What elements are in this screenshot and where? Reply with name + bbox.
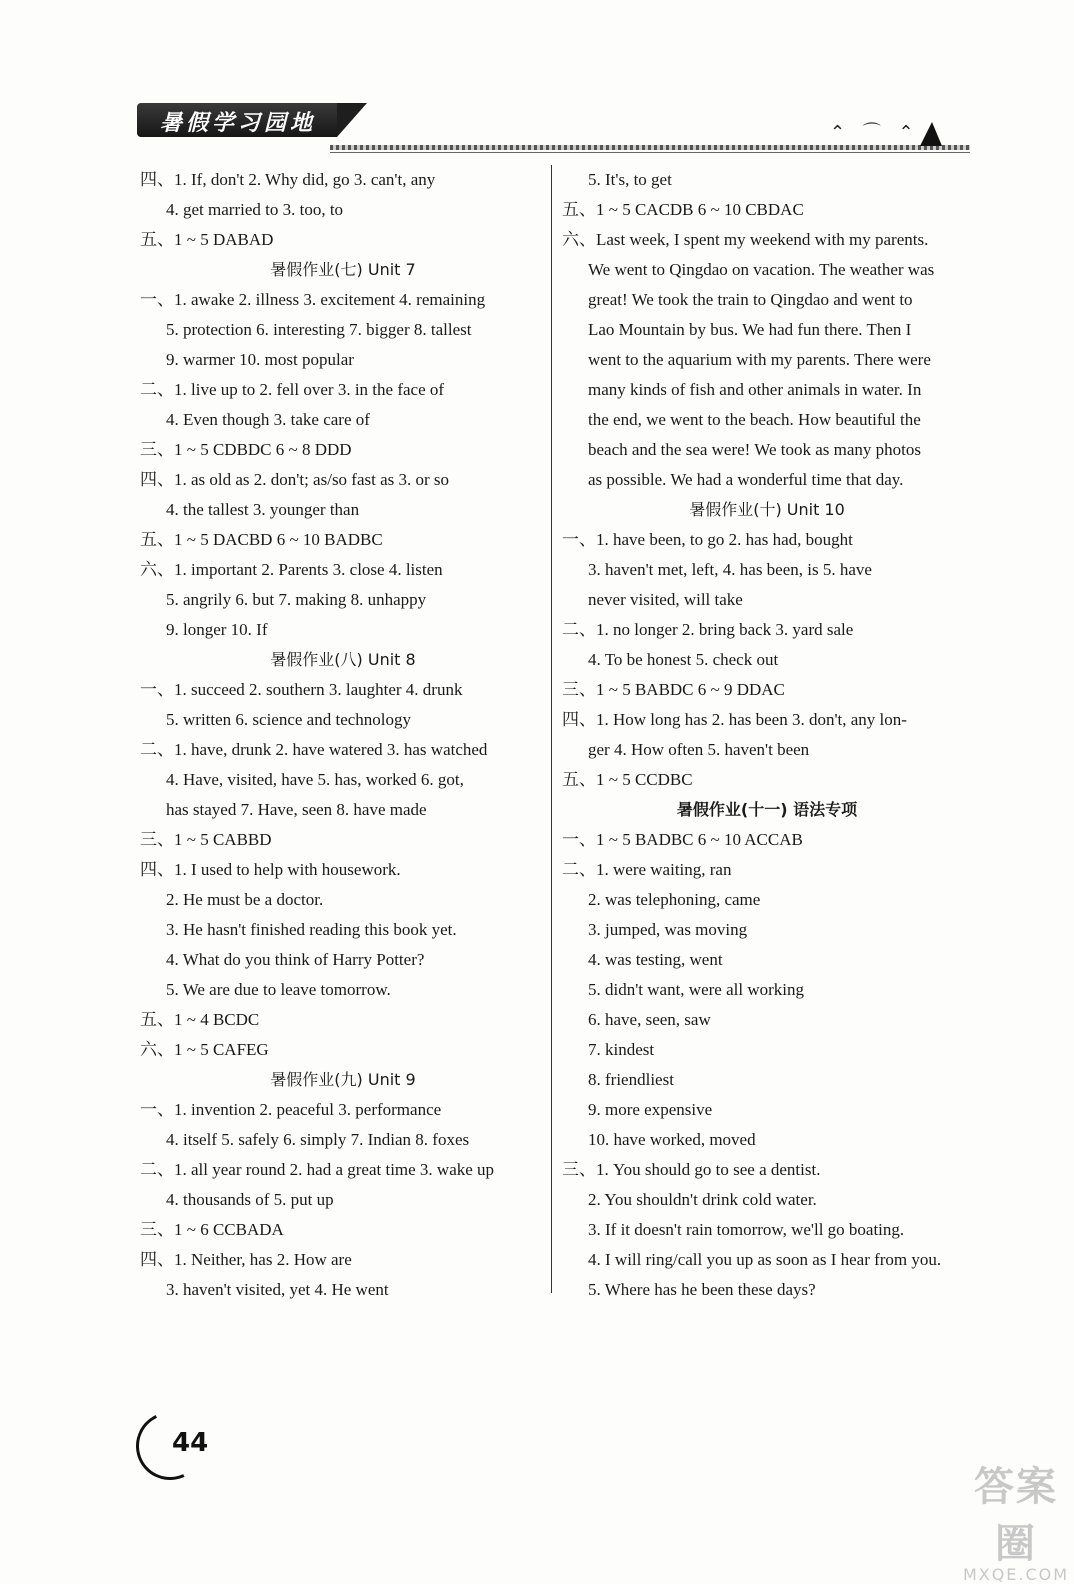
answer-line: 5. didn't want, were all working (588, 980, 804, 999)
answer-line: 2. was telephoning, came (588, 890, 761, 909)
answer-line: 3. He hasn't finished reading this book yet. (166, 920, 457, 939)
answer-line: 六、1. important 2. Parents 3. close 4. listen (140, 560, 443, 579)
answer-line: 4. get married to 3. too, to (166, 200, 344, 219)
answer-line: 三、1 ~ 6 CCBADA (140, 1220, 284, 1239)
page-number: 44 (172, 1428, 209, 1458)
answer-line: 3. jumped, was moving (588, 920, 748, 939)
answer-line: 一、1. succeed 2. southern 3. laughter 4. drunk (140, 680, 463, 699)
section-heading: 暑假作业(九) Unit 9 (270, 1070, 416, 1089)
answer-line: 4. To be honest 5. check out (588, 650, 779, 669)
answer-line: 8. friendliest (588, 1070, 674, 1089)
header-title: 暑假学习园地 (160, 111, 317, 136)
answer-line: 一、1. awake 2. illness 3. excitement 4. remaining (140, 290, 486, 309)
answer-line: Lao Mountain by bus. We had fun there. Then I (588, 320, 912, 339)
answer-line: 6. have, seen, saw (588, 1010, 711, 1029)
answer-line: We went to Qingdao on vacation. The weather was (588, 260, 935, 279)
answer-line: 四、1. Neither, has 2. How are (140, 1250, 352, 1269)
answer-line: 四、1. If, don't 2. Why did, go 3. can't, any (140, 170, 436, 189)
answer-line: 7. kindest (588, 1040, 655, 1059)
answer-line: the end, we went to the beach. How beautiful the (588, 410, 921, 429)
answer-line: 三、1 ~ 5 BABDC 6 ~ 9 DDAC (562, 680, 785, 699)
answer-line: ger 4. How often 5. haven't been (588, 740, 810, 759)
answer-line: beach and the sea were! We took as many photos (588, 440, 922, 459)
column-divider (551, 165, 552, 1293)
answer-line: 5. protection 6. interesting 7. bigger 8. tallest (166, 320, 472, 339)
answer-line: 2. He must be a doctor. (166, 890, 324, 909)
answer-line: 五、1 ~ 5 CACDB 6 ~ 10 CBDAC (562, 200, 804, 219)
answer-line: 5. It's, to get (588, 170, 672, 189)
watermark-line1: 答案圈 (974, 1464, 1058, 1567)
section-heading: 暑假作业(十一) 语法专项 (676, 800, 858, 819)
answer-line: 三、1. You should go to see a dentist. (562, 1160, 821, 1179)
watermark (958, 1455, 1074, 1584)
answer-line: 五、1 ~ 5 DABAD (140, 230, 274, 249)
answer-line: 一、1. invention 2. peaceful 3. performance (140, 1100, 442, 1119)
answer-line: 四、1. as old as 2. don't; as/so fast as 3. or so (140, 470, 450, 489)
answer-line: 二、1. all year round 2. had a great time 3. wake up (140, 1160, 495, 1179)
answer-line: 9. longer 10. If (166, 620, 268, 639)
section-heading: 暑假作业(八) Unit 8 (270, 650, 416, 669)
answer-line: went to the aquarium with my parents. There were (588, 350, 931, 369)
answer-line: 三、1 ~ 5 CDBDC 6 ~ 8 DDD (140, 440, 352, 459)
answer-line: 4. itself 5. safely 6. simply 7. Indian 8. foxes (166, 1130, 470, 1149)
answer-line: 三、1 ~ 5 CABBD (140, 830, 272, 849)
answer-line: as possible. We had a wonderful time that day. (588, 470, 904, 489)
answer-line: 4. was testing, went (588, 950, 723, 969)
answer-line: 9. warmer 10. most popular (166, 350, 354, 369)
answer-line: 4. thousands of 5. put up (166, 1190, 334, 1209)
answer-line: many kinds of fish and other animals in water. In (588, 380, 922, 399)
section-heading: 暑假作业(七) Unit 7 (270, 260, 416, 279)
header-rule-thin (330, 152, 970, 153)
section-heading: 暑假作业(十) Unit 10 (689, 500, 845, 519)
left-column (140, 165, 546, 1305)
watermark-line2: MXQE.COM (962, 1565, 1070, 1584)
header-rule (330, 145, 970, 150)
answer-line: 四、1. How long has 2. has been 3. don't, any lon- (562, 710, 907, 729)
answer-line: 4. Have, visited, have 5. has, worked 6. got, (166, 770, 464, 789)
answer-line: 4. Even though 3. take care of (166, 410, 370, 429)
right-column (562, 165, 972, 1305)
answer-line: 六、1 ~ 5 CAFEG (140, 1040, 269, 1059)
answer-line: 10. have worked, moved (588, 1130, 756, 1149)
answer-line: 5. We are due to leave tomorrow. (166, 980, 391, 999)
answer-line: 5. written 6. science and technology (166, 710, 412, 729)
answer-line: 五、1 ~ 5 DACBD 6 ~ 10 BADBC (140, 530, 383, 549)
answer-line: 二、1. were waiting, ran (562, 860, 732, 879)
page-number-badge (136, 1412, 210, 1472)
answer-line: great! We took the train to Qingdao and went to (588, 290, 913, 309)
answer-line: 3. If it doesn't rain tomorrow, we'll go boating. (588, 1220, 905, 1239)
answer-line: 二、1. no longer 2. bring back 3. yard sale (562, 620, 854, 639)
answer-line: 9. more expensive (588, 1100, 713, 1119)
answer-line: 5. angrily 6. but 7. making 8. unhappy (166, 590, 427, 609)
birds-icon: ⌃ ⌒ ⌃ (830, 122, 920, 143)
answer-line: 一、1. have been, to go 2. has had, bought (562, 530, 853, 549)
answer-line: 2. You shouldn't drink cold water. (588, 1190, 817, 1209)
answer-line: 五、1 ~ 4 BCDC (140, 1010, 260, 1029)
answer-line: 3. haven't met, left, 4. has been, is 5. have (588, 560, 872, 579)
answer-line: 六、Last week, I spent my weekend with my parents. (562, 230, 929, 249)
answer-line: 3. haven't visited, yet 4. He went (166, 1280, 389, 1299)
answer-line: 五、1 ~ 5 CCDBC (562, 770, 693, 789)
answer-line: 二、1. have, drunk 2. have watered 3. has watched (140, 740, 488, 759)
answer-line: never visited, will take (588, 590, 743, 609)
answer-line: 5. Where has he been these days? (588, 1280, 816, 1299)
answer-line: 4. the tallest 3. younger than (166, 500, 360, 519)
answer-line: 4. I will ring/call you up as soon as I hear from you. (588, 1250, 942, 1269)
sailboat-icon (920, 122, 942, 146)
answer-line: 二、1. live up to 2. fell over 3. in the face of (140, 380, 445, 399)
answer-line: 四、1. I used to help with housework. (140, 860, 401, 879)
answer-line: has stayed 7. Have, seen 8. have made (166, 800, 427, 819)
answer-line: 一、1 ~ 5 BADBC 6 ~ 10 ACCAB (562, 830, 803, 849)
answer-line: 4. What do you think of Harry Potter? (166, 950, 425, 969)
